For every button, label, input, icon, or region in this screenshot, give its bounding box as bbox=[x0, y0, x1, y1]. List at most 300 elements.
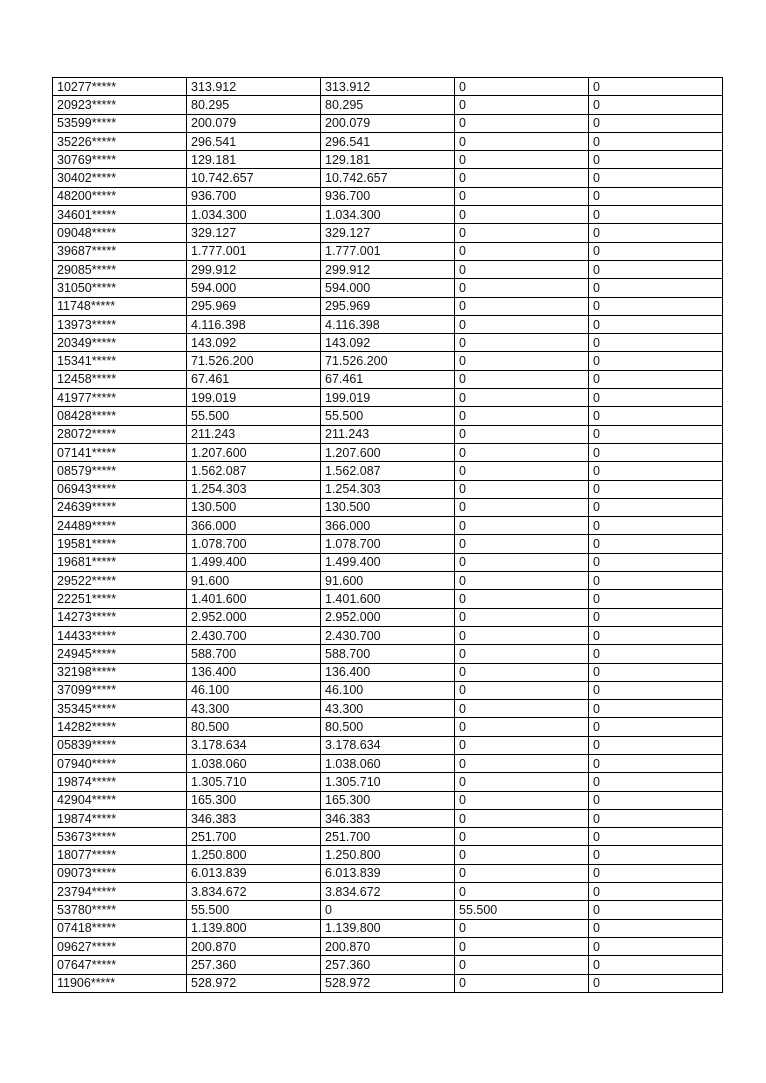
amount-cell: 46.100 bbox=[187, 681, 321, 699]
outstanding-cell: 0 bbox=[455, 187, 589, 205]
outstanding-cell: 0 bbox=[455, 169, 589, 187]
paid-cell: 136.400 bbox=[321, 663, 455, 681]
amount-cell: 1.034.300 bbox=[187, 206, 321, 224]
amount-cell: 3.178.634 bbox=[187, 736, 321, 754]
table-row bbox=[53, 242, 723, 260]
balance-cell: 0 bbox=[589, 370, 723, 388]
outstanding-cell: 0 bbox=[455, 608, 589, 626]
table-row bbox=[53, 572, 723, 590]
table-row bbox=[53, 736, 723, 754]
outstanding-cell: 0 bbox=[455, 462, 589, 480]
paid-cell: 129.181 bbox=[321, 151, 455, 169]
outstanding-cell: 0 bbox=[455, 681, 589, 699]
amount-cell: 296.541 bbox=[187, 132, 321, 150]
amount-cell: 1.254.303 bbox=[187, 480, 321, 498]
table-row bbox=[53, 809, 723, 827]
paid-cell: 199.019 bbox=[321, 389, 455, 407]
outstanding-cell: 0 bbox=[455, 242, 589, 260]
table-row bbox=[53, 498, 723, 516]
table-row bbox=[53, 132, 723, 150]
paid-cell: 43.300 bbox=[321, 700, 455, 718]
table-row bbox=[53, 937, 723, 955]
paid-cell: 251.700 bbox=[321, 828, 455, 846]
id-cell: 20923***** bbox=[53, 96, 187, 114]
paid-cell: 257.360 bbox=[321, 956, 455, 974]
table-row bbox=[53, 901, 723, 919]
id-cell: 08579***** bbox=[53, 462, 187, 480]
outstanding-cell: 0 bbox=[455, 498, 589, 516]
amount-cell: 295.969 bbox=[187, 297, 321, 315]
balance-cell: 0 bbox=[589, 78, 723, 96]
id-cell: 30402***** bbox=[53, 169, 187, 187]
paid-cell: 296.541 bbox=[321, 132, 455, 150]
id-cell: 10277***** bbox=[53, 78, 187, 96]
paid-cell: 366.000 bbox=[321, 517, 455, 535]
id-cell: 07940***** bbox=[53, 754, 187, 772]
id-cell: 29522***** bbox=[53, 572, 187, 590]
outstanding-cell: 0 bbox=[455, 645, 589, 663]
outstanding-cell: 0 bbox=[455, 809, 589, 827]
balance-cell: 0 bbox=[589, 187, 723, 205]
table-row bbox=[53, 370, 723, 388]
table-row bbox=[53, 590, 723, 608]
id-cell: 35226***** bbox=[53, 132, 187, 150]
amount-cell: 936.700 bbox=[187, 187, 321, 205]
paid-cell: 67.461 bbox=[321, 370, 455, 388]
table-row bbox=[53, 480, 723, 498]
id-cell: 07647***** bbox=[53, 956, 187, 974]
id-cell: 35345***** bbox=[53, 700, 187, 718]
paid-cell: 10.742.657 bbox=[321, 169, 455, 187]
paid-cell: 1.401.600 bbox=[321, 590, 455, 608]
id-cell: 29085***** bbox=[53, 260, 187, 278]
outstanding-cell: 0 bbox=[455, 864, 589, 882]
paid-cell: 1.250.800 bbox=[321, 846, 455, 864]
table-row bbox=[53, 956, 723, 974]
id-cell: 23794***** bbox=[53, 883, 187, 901]
balance-cell: 0 bbox=[589, 754, 723, 772]
balance-cell: 0 bbox=[589, 480, 723, 498]
amount-cell: 3.834.672 bbox=[187, 883, 321, 901]
id-cell: 42904***** bbox=[53, 791, 187, 809]
amount-cell: 4.116.398 bbox=[187, 315, 321, 333]
balance-cell: 0 bbox=[589, 919, 723, 937]
table-row bbox=[53, 608, 723, 626]
amount-cell: 1.207.600 bbox=[187, 443, 321, 461]
paid-cell: 313.912 bbox=[321, 78, 455, 96]
amount-cell: 1.777.001 bbox=[187, 242, 321, 260]
outstanding-cell: 0 bbox=[455, 791, 589, 809]
outstanding-cell: 0 bbox=[455, 206, 589, 224]
id-cell: 09073***** bbox=[53, 864, 187, 882]
id-cell: 24489***** bbox=[53, 517, 187, 535]
id-cell: 19874***** bbox=[53, 773, 187, 791]
paid-cell: 200.079 bbox=[321, 114, 455, 132]
table-row bbox=[53, 279, 723, 297]
balance-cell: 0 bbox=[589, 334, 723, 352]
outstanding-cell: 0 bbox=[455, 78, 589, 96]
balance-cell: 0 bbox=[589, 883, 723, 901]
table-row bbox=[53, 187, 723, 205]
balance-cell: 0 bbox=[589, 974, 723, 992]
table-row bbox=[53, 315, 723, 333]
id-cell: 07141***** bbox=[53, 443, 187, 461]
paid-cell: 1.305.710 bbox=[321, 773, 455, 791]
amount-cell: 588.700 bbox=[187, 645, 321, 663]
table-row bbox=[53, 883, 723, 901]
balance-cell: 0 bbox=[589, 425, 723, 443]
table-row bbox=[53, 663, 723, 681]
paid-cell: 3.178.634 bbox=[321, 736, 455, 754]
outstanding-cell: 0 bbox=[455, 626, 589, 644]
balance-cell: 0 bbox=[589, 645, 723, 663]
paid-cell: 46.100 bbox=[321, 681, 455, 699]
outstanding-cell: 0 bbox=[455, 96, 589, 114]
amount-cell: 200.870 bbox=[187, 937, 321, 955]
balance-cell: 0 bbox=[589, 828, 723, 846]
paid-cell: 329.127 bbox=[321, 224, 455, 242]
table-row bbox=[53, 828, 723, 846]
outstanding-cell: 55.500 bbox=[455, 901, 589, 919]
paid-cell: 71.526.200 bbox=[321, 352, 455, 370]
outstanding-cell: 0 bbox=[455, 517, 589, 535]
paid-cell: 936.700 bbox=[321, 187, 455, 205]
table-row bbox=[53, 169, 723, 187]
amount-cell: 1.401.600 bbox=[187, 590, 321, 608]
outstanding-cell: 0 bbox=[455, 279, 589, 297]
outstanding-cell: 0 bbox=[455, 736, 589, 754]
balance-cell: 0 bbox=[589, 224, 723, 242]
amount-cell: 165.300 bbox=[187, 791, 321, 809]
amount-cell: 346.383 bbox=[187, 809, 321, 827]
outstanding-cell: 0 bbox=[455, 370, 589, 388]
outstanding-cell: 0 bbox=[455, 535, 589, 553]
amount-cell: 71.526.200 bbox=[187, 352, 321, 370]
table-row bbox=[53, 974, 723, 992]
table-row bbox=[53, 681, 723, 699]
table-row bbox=[53, 114, 723, 132]
table-body bbox=[53, 78, 723, 993]
id-cell: 18077***** bbox=[53, 846, 187, 864]
id-cell: 19581***** bbox=[53, 535, 187, 553]
table-row bbox=[53, 443, 723, 461]
table-row bbox=[53, 645, 723, 663]
outstanding-cell: 0 bbox=[455, 389, 589, 407]
amount-cell: 1.038.060 bbox=[187, 754, 321, 772]
paid-cell: 1.034.300 bbox=[321, 206, 455, 224]
id-cell: 13973***** bbox=[53, 315, 187, 333]
balance-cell: 0 bbox=[589, 937, 723, 955]
table-row bbox=[53, 297, 723, 315]
amount-cell: 594.000 bbox=[187, 279, 321, 297]
amount-cell: 199.019 bbox=[187, 389, 321, 407]
paid-cell: 2.430.700 bbox=[321, 626, 455, 644]
outstanding-cell: 0 bbox=[455, 956, 589, 974]
table-row bbox=[53, 425, 723, 443]
amount-cell: 143.092 bbox=[187, 334, 321, 352]
id-cell: 24945***** bbox=[53, 645, 187, 663]
id-cell: 41977***** bbox=[53, 389, 187, 407]
outstanding-cell: 0 bbox=[455, 151, 589, 169]
amount-cell: 2.952.000 bbox=[187, 608, 321, 626]
id-cell: 31050***** bbox=[53, 279, 187, 297]
balance-cell: 0 bbox=[589, 132, 723, 150]
amount-cell: 10.742.657 bbox=[187, 169, 321, 187]
id-cell: 19874***** bbox=[53, 809, 187, 827]
balance-cell: 0 bbox=[589, 736, 723, 754]
amount-cell: 43.300 bbox=[187, 700, 321, 718]
table-row bbox=[53, 260, 723, 278]
table-row bbox=[53, 407, 723, 425]
paid-cell: 2.952.000 bbox=[321, 608, 455, 626]
paid-cell: 143.092 bbox=[321, 334, 455, 352]
paid-cell: 4.116.398 bbox=[321, 315, 455, 333]
amount-cell: 136.400 bbox=[187, 663, 321, 681]
outstanding-cell: 0 bbox=[455, 919, 589, 937]
paid-cell: 594.000 bbox=[321, 279, 455, 297]
outstanding-cell: 0 bbox=[455, 663, 589, 681]
amount-cell: 211.243 bbox=[187, 425, 321, 443]
outstanding-cell: 0 bbox=[455, 718, 589, 736]
id-cell: 05839***** bbox=[53, 736, 187, 754]
table-row bbox=[53, 334, 723, 352]
id-cell: 39687***** bbox=[53, 242, 187, 260]
table-row bbox=[53, 517, 723, 535]
amount-cell: 528.972 bbox=[187, 974, 321, 992]
table-row bbox=[53, 846, 723, 864]
data-table bbox=[52, 77, 723, 993]
paid-cell: 1.038.060 bbox=[321, 754, 455, 772]
amount-cell: 2.430.700 bbox=[187, 626, 321, 644]
balance-cell: 0 bbox=[589, 846, 723, 864]
table-row bbox=[53, 389, 723, 407]
table-row bbox=[53, 773, 723, 791]
balance-cell: 0 bbox=[589, 553, 723, 571]
balance-cell: 0 bbox=[589, 498, 723, 516]
id-cell: 28072***** bbox=[53, 425, 187, 443]
amount-cell: 67.461 bbox=[187, 370, 321, 388]
amount-cell: 251.700 bbox=[187, 828, 321, 846]
table-row bbox=[53, 919, 723, 937]
table-row bbox=[53, 553, 723, 571]
amount-cell: 55.500 bbox=[187, 407, 321, 425]
paid-cell: 6.013.839 bbox=[321, 864, 455, 882]
outstanding-cell: 0 bbox=[455, 773, 589, 791]
balance-cell: 0 bbox=[589, 773, 723, 791]
paid-cell: 80.500 bbox=[321, 718, 455, 736]
amount-cell: 1.139.800 bbox=[187, 919, 321, 937]
balance-cell: 0 bbox=[589, 315, 723, 333]
balance-cell: 0 bbox=[589, 169, 723, 187]
id-cell: 12458***** bbox=[53, 370, 187, 388]
outstanding-cell: 0 bbox=[455, 297, 589, 315]
balance-cell: 0 bbox=[589, 864, 723, 882]
outstanding-cell: 0 bbox=[455, 828, 589, 846]
balance-cell: 0 bbox=[589, 260, 723, 278]
id-cell: 53673***** bbox=[53, 828, 187, 846]
outstanding-cell: 0 bbox=[455, 937, 589, 955]
table-row bbox=[53, 700, 723, 718]
balance-cell: 0 bbox=[589, 462, 723, 480]
outstanding-cell: 0 bbox=[455, 754, 589, 772]
paid-cell: 588.700 bbox=[321, 645, 455, 663]
outstanding-cell: 0 bbox=[455, 443, 589, 461]
amount-cell: 313.912 bbox=[187, 78, 321, 96]
paid-cell: 55.500 bbox=[321, 407, 455, 425]
id-cell: 19681***** bbox=[53, 553, 187, 571]
outstanding-cell: 0 bbox=[455, 480, 589, 498]
amount-cell: 329.127 bbox=[187, 224, 321, 242]
paid-cell: 0 bbox=[321, 901, 455, 919]
paid-cell: 130.500 bbox=[321, 498, 455, 516]
outstanding-cell: 0 bbox=[455, 334, 589, 352]
id-cell: 09048***** bbox=[53, 224, 187, 242]
balance-cell: 0 bbox=[589, 352, 723, 370]
table-row bbox=[53, 352, 723, 370]
id-cell: 08428***** bbox=[53, 407, 187, 425]
balance-cell: 0 bbox=[589, 96, 723, 114]
amount-cell: 80.500 bbox=[187, 718, 321, 736]
balance-cell: 0 bbox=[589, 389, 723, 407]
balance-cell: 0 bbox=[589, 901, 723, 919]
outstanding-cell: 0 bbox=[455, 407, 589, 425]
amount-cell: 366.000 bbox=[187, 517, 321, 535]
table-row bbox=[53, 791, 723, 809]
amount-cell: 257.360 bbox=[187, 956, 321, 974]
amount-cell: 130.500 bbox=[187, 498, 321, 516]
amount-cell: 6.013.839 bbox=[187, 864, 321, 882]
balance-cell: 0 bbox=[589, 407, 723, 425]
paid-cell: 528.972 bbox=[321, 974, 455, 992]
id-cell: 53599***** bbox=[53, 114, 187, 132]
paid-cell: 1.207.600 bbox=[321, 443, 455, 461]
balance-cell: 0 bbox=[589, 681, 723, 699]
id-cell: 15341***** bbox=[53, 352, 187, 370]
table-row bbox=[53, 206, 723, 224]
balance-cell: 0 bbox=[589, 718, 723, 736]
paid-cell: 91.600 bbox=[321, 572, 455, 590]
balance-cell: 0 bbox=[589, 242, 723, 260]
balance-cell: 0 bbox=[589, 590, 723, 608]
paid-cell: 299.912 bbox=[321, 260, 455, 278]
paid-cell: 1.562.087 bbox=[321, 462, 455, 480]
id-cell: 48200***** bbox=[53, 187, 187, 205]
balance-cell: 0 bbox=[589, 114, 723, 132]
outstanding-cell: 0 bbox=[455, 224, 589, 242]
balance-cell: 0 bbox=[589, 517, 723, 535]
balance-cell: 0 bbox=[589, 279, 723, 297]
id-cell: 22251***** bbox=[53, 590, 187, 608]
paid-cell: 211.243 bbox=[321, 425, 455, 443]
balance-cell: 0 bbox=[589, 535, 723, 553]
id-cell: 14282***** bbox=[53, 718, 187, 736]
outstanding-cell: 0 bbox=[455, 352, 589, 370]
id-cell: 11906***** bbox=[53, 974, 187, 992]
balance-cell: 0 bbox=[589, 206, 723, 224]
balance-cell: 0 bbox=[589, 663, 723, 681]
table-row bbox=[53, 224, 723, 242]
table-row bbox=[53, 864, 723, 882]
id-cell: 14433***** bbox=[53, 626, 187, 644]
balance-cell: 0 bbox=[589, 809, 723, 827]
paid-cell: 1.139.800 bbox=[321, 919, 455, 937]
outstanding-cell: 0 bbox=[455, 572, 589, 590]
outstanding-cell: 0 bbox=[455, 590, 589, 608]
amount-cell: 1.305.710 bbox=[187, 773, 321, 791]
amount-cell: 91.600 bbox=[187, 572, 321, 590]
id-cell: 32198***** bbox=[53, 663, 187, 681]
amount-cell: 1.499.400 bbox=[187, 553, 321, 571]
amount-cell: 129.181 bbox=[187, 151, 321, 169]
id-cell: 20349***** bbox=[53, 334, 187, 352]
balance-cell: 0 bbox=[589, 297, 723, 315]
balance-cell: 0 bbox=[589, 608, 723, 626]
outstanding-cell: 0 bbox=[455, 260, 589, 278]
paid-cell: 200.870 bbox=[321, 937, 455, 955]
paid-cell: 1.499.400 bbox=[321, 553, 455, 571]
outstanding-cell: 0 bbox=[455, 974, 589, 992]
paid-cell: 1.777.001 bbox=[321, 242, 455, 260]
outstanding-cell: 0 bbox=[455, 132, 589, 150]
table-row bbox=[53, 718, 723, 736]
paid-cell: 1.078.700 bbox=[321, 535, 455, 553]
balance-cell: 0 bbox=[589, 956, 723, 974]
id-cell: 24639***** bbox=[53, 498, 187, 516]
outstanding-cell: 0 bbox=[455, 553, 589, 571]
outstanding-cell: 0 bbox=[455, 315, 589, 333]
amount-cell: 1.562.087 bbox=[187, 462, 321, 480]
outstanding-cell: 0 bbox=[455, 114, 589, 132]
amount-cell: 1.078.700 bbox=[187, 535, 321, 553]
table-row bbox=[53, 78, 723, 96]
table-row bbox=[53, 626, 723, 644]
paid-cell: 3.834.672 bbox=[321, 883, 455, 901]
paid-cell: 165.300 bbox=[321, 791, 455, 809]
table-row bbox=[53, 462, 723, 480]
table-row bbox=[53, 151, 723, 169]
id-cell: 30769***** bbox=[53, 151, 187, 169]
amount-cell: 200.079 bbox=[187, 114, 321, 132]
balance-cell: 0 bbox=[589, 700, 723, 718]
outstanding-cell: 0 bbox=[455, 883, 589, 901]
id-cell: 09627***** bbox=[53, 937, 187, 955]
paid-cell: 295.969 bbox=[321, 297, 455, 315]
outstanding-cell: 0 bbox=[455, 425, 589, 443]
amount-cell: 1.250.800 bbox=[187, 846, 321, 864]
id-cell: 14273***** bbox=[53, 608, 187, 626]
outstanding-cell: 0 bbox=[455, 846, 589, 864]
balance-cell: 0 bbox=[589, 443, 723, 461]
balance-cell: 0 bbox=[589, 572, 723, 590]
amount-cell: 55.500 bbox=[187, 901, 321, 919]
table-row bbox=[53, 754, 723, 772]
balance-cell: 0 bbox=[589, 791, 723, 809]
id-cell: 37099***** bbox=[53, 681, 187, 699]
balance-cell: 0 bbox=[589, 626, 723, 644]
outstanding-cell: 0 bbox=[455, 700, 589, 718]
balance-cell: 0 bbox=[589, 151, 723, 169]
table-row bbox=[53, 96, 723, 114]
amount-cell: 80.295 bbox=[187, 96, 321, 114]
id-cell: 07418***** bbox=[53, 919, 187, 937]
paid-cell: 80.295 bbox=[321, 96, 455, 114]
id-cell: 53780***** bbox=[53, 901, 187, 919]
paid-cell: 1.254.303 bbox=[321, 480, 455, 498]
id-cell: 06943***** bbox=[53, 480, 187, 498]
paid-cell: 346.383 bbox=[321, 809, 455, 827]
table-row bbox=[53, 535, 723, 553]
id-cell: 34601***** bbox=[53, 206, 187, 224]
